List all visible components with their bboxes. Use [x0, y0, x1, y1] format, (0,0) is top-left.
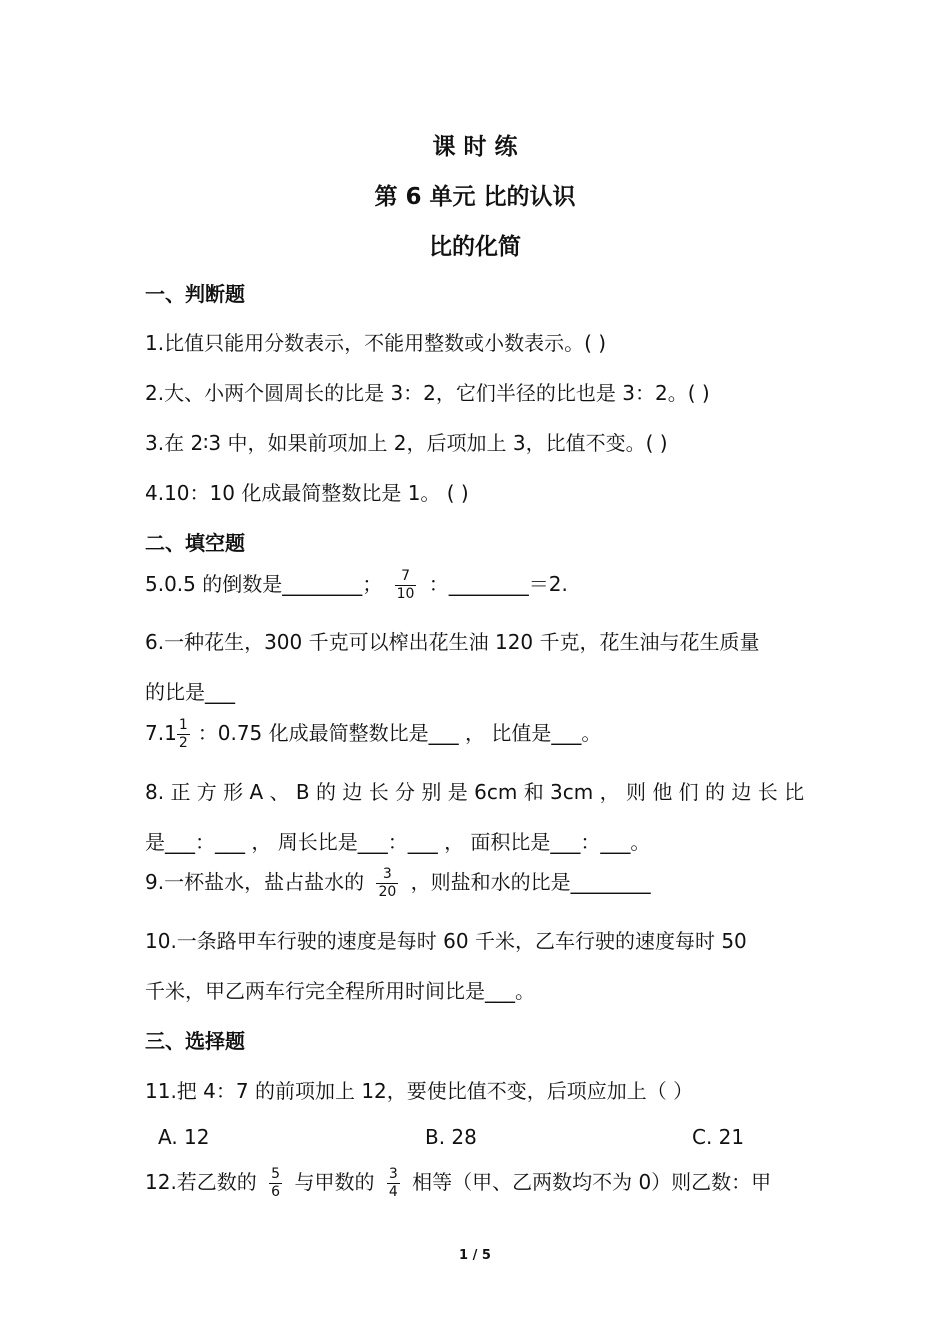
q12-text-c: 相等（甲、乙两数均不为 0）则乙数：甲	[412, 1170, 772, 1194]
question-6-line-1: 6.一种花生，300 千克可以榨出花生油 120 千克，花生油与花生质量	[145, 630, 760, 654]
q7-text-a: 7.1	[145, 721, 177, 745]
q12-text-a: 12.若乙数的	[145, 1170, 257, 1194]
question-9	[145, 866, 651, 901]
question-6-line-2: 的比是___	[145, 680, 235, 704]
q5-denominator: 10	[396, 586, 415, 602]
q7-fraction	[177, 717, 190, 752]
question-7	[145, 717, 601, 752]
q9-text-b: ，则盐和水的比是________	[410, 870, 651, 894]
q12-denominator-1: 6	[271, 1184, 281, 1200]
q9-numerator: 3	[376, 866, 398, 884]
question-10-line-2: 千米，甲乙两车行完全程所用时间比是___。	[145, 979, 535, 1003]
q7-text-b: ：0.75 化成最简整数比是___ ， 比值是___。	[197, 721, 602, 745]
q5-text-a: 5.0.5 的倒数是________；	[145, 572, 383, 596]
q5-text-b: ：________＝2.	[428, 572, 568, 596]
question-2: 2.大、小两个圆周长的比是 3：2，它们半径的比也是 3：2。( )	[145, 381, 710, 405]
q9-text-a: 9.一杯盐水，盐占盐水的	[145, 870, 365, 894]
question-4: 4.10：10 化成最简整数比是 1。 ( )	[145, 481, 469, 505]
question-1: 1.比值只能用分数表示，不能用整数或小数表示。( )	[145, 331, 607, 355]
question-3: 3.在 2∶3 中，如果前项加上 2，后项加上 3，比值不变。( )	[145, 431, 668, 455]
q11-option-b: B. 28	[425, 1125, 477, 1149]
q11-option-a: A. 12	[158, 1125, 210, 1149]
q9-denominator: 20	[378, 884, 397, 900]
q12-text-b: 与甲数的	[294, 1170, 375, 1194]
section-choice-heading: 三、选择题	[145, 1029, 245, 1053]
q7-numerator: 1	[178, 717, 188, 733]
q12-numerator-1: 5	[271, 1166, 281, 1182]
q12-fraction-2	[387, 1166, 400, 1201]
section-fill-heading: 二、填空题	[145, 531, 245, 555]
question-8-line-1: 8. 正 方 形 A 、 B 的 边 长 分 别 是 6cm 和 3cm ， 则 他 们 的 边 长 比	[145, 780, 805, 804]
q5-fraction	[395, 568, 417, 603]
q7-denominator: 2	[178, 735, 188, 751]
question-8-line-2: 是___：___ ， 周长比是___：___ ， 面积比是___：___。	[145, 830, 651, 854]
question-11: 11.把 4：7 的前项加上 12，要使比值不变，后项应加上（ ）	[145, 1079, 694, 1103]
question-10-line-1: 10.一条路甲车行驶的速度是每时 60 千米，乙车行驶的速度每时 50	[145, 929, 747, 953]
q12-fraction-1	[269, 1166, 282, 1201]
q11-option-c: C. 21	[692, 1125, 745, 1149]
q9-fraction	[376, 866, 398, 901]
page-number: 1 / 5	[459, 1248, 491, 1263]
q12-numerator-2: 3	[388, 1166, 398, 1182]
q5-numerator: 7	[395, 568, 417, 586]
lesson-title: 比的化简	[429, 234, 521, 260]
section-judgement-heading: 一、判断题	[145, 282, 245, 306]
q12-denominator-2: 4	[388, 1184, 398, 1200]
unit-title: 第 6 单元 比的认识	[374, 184, 576, 210]
question-12	[145, 1166, 771, 1201]
document-title: 课 时 练	[432, 134, 518, 160]
question-5	[145, 568, 568, 603]
